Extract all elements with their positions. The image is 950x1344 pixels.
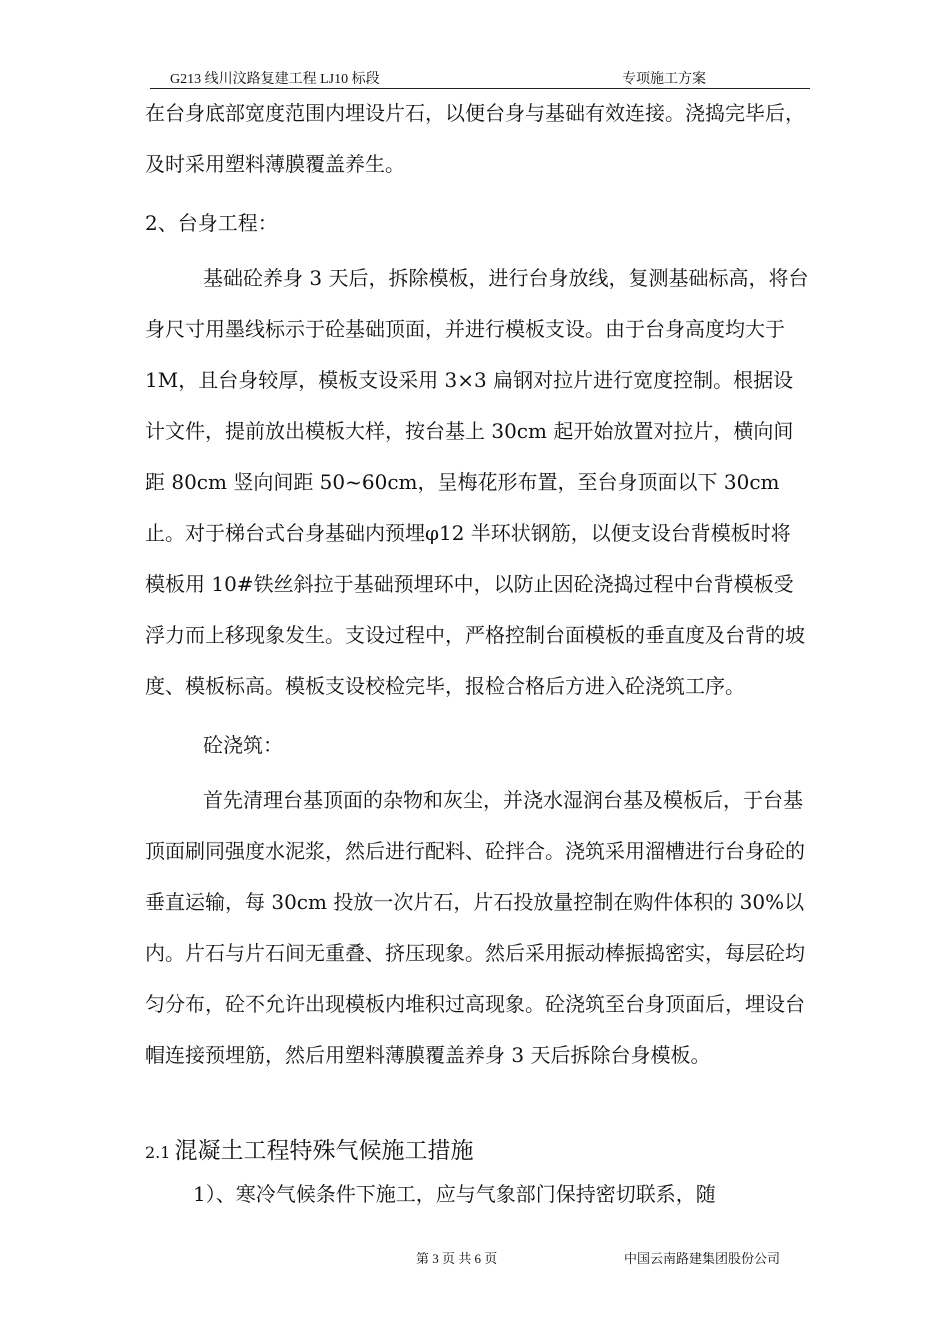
footer-company: 中国云南路建集团股份公司 [624, 1251, 781, 1266]
document-body [145, 88, 810, 1081]
page-header [150, 66, 810, 89]
paragraph: 1）、寒冷气候条件下施工，应与气象部门保持密切联系，随 [193, 1182, 716, 1206]
section-heading [145, 1133, 473, 1171]
section-title: 混凝土工程特殊气候施工措施 [174, 1138, 474, 1164]
subsection-title: 2、台身工程： [145, 211, 278, 235]
page-number: 第 3 页 共 6 页 [416, 1251, 498, 1266]
subsection-title: 砼浇筑： [203, 733, 283, 757]
paragraph: 在台身底部宽度范围内埋设片石，以便台身与基础有效连接。浇捣完毕后，及时采用塑料薄膜覆盖养生。 [145, 101, 805, 176]
paragraph: 基础砼养身 3 天后，拆除模板，进行台身放线，复测基础标高，将台身尺寸用墨线标示于砼基础顶面，并进行模板支设。由于台身高度均大于 1M，且台身较厚，模板支设采用 3×3 扁钢对拉片进行宽度控制。根据设计文件，提前放出模板大样，按台基上 30cm 起开始放置对拉片，横向间距 80cm 竖向间距 50~60cm，呈梅花形布置，至台身顶面以下 30cm 止。对于梯台式台身基础内预埋φ12 半环状钢筋，以便支设台背模板时将模板用 10#铁丝斜拉于基础预埋环中，以防止因砼浇捣过程中台背模板受浮力而上移现象发生。支设过程中，严格控制台面模板的垂直度及台背的坡度、模板标高。模板支设校检完毕，报检合格后方进入砼浇筑工序。 [145, 266, 809, 698]
header-doc-type: 专项施工方案 [622, 72, 706, 87]
header-project-title: G213 线川汶路复建工程 LJ10 标段 [170, 72, 380, 87]
paragraph: 首先清理台基顶面的杂物和灰尘，并浇水湿润台基及模板后，于台基顶面刷同强度水泥浆，然后进行配料、砼拌合。浇筑采用溜槽进行台身砼的垂直运输，每 30cm 投放一次片石，片石投放量控制在购件体积的 30%以内。片石与片石间无重叠、挤压现象。然后采用振动棒振捣密实，每层砼均匀分布，砼不允许出现模板内堆积过高现象。砼浇筑至台身顶面后，埋设台帽连接预埋筋，然后用塑料薄膜覆盖养身 3 天后拆除台身模板。 [145, 788, 805, 1067]
section-number: 2.1 [145, 1143, 171, 1162]
